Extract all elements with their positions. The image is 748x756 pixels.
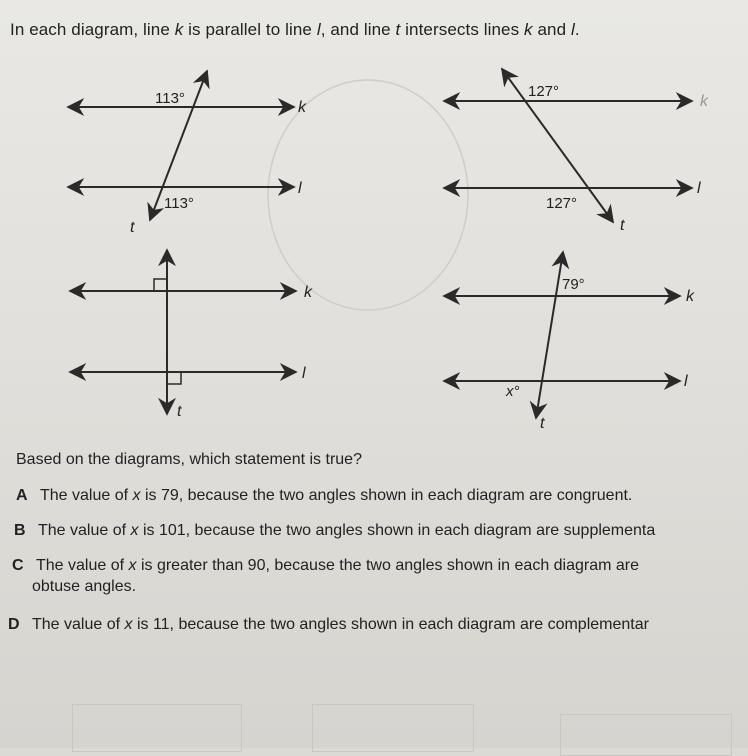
label-l: l [697, 180, 701, 197]
label-k: k [700, 93, 708, 110]
angle-label: 127° [546, 195, 578, 212]
intro-text: , and line [320, 20, 396, 39]
choice-text: The value of [38, 522, 131, 539]
label-k: k [304, 284, 312, 301]
choice-var: x [132, 487, 141, 504]
choice-text: is 79, because the two angles shown in each diagram are congruent. [140, 487, 633, 504]
intro-text: . [574, 20, 580, 39]
label-t: t [177, 403, 182, 420]
angle-label: 127° [528, 83, 560, 100]
choice-text-line2: obtuse angles. [32, 578, 137, 595]
label-t: t [130, 219, 135, 236]
choice-letter: D [8, 616, 20, 633]
label-t: t [620, 217, 625, 234]
intro-var-k: k [524, 20, 533, 39]
choice-text: The value of [36, 557, 129, 574]
choice-b[interactable] [14, 522, 655, 540]
choice-text: is greater than 90, because the two angles shown in each diagram are [136, 557, 640, 574]
choice-var: x [124, 616, 133, 633]
intro-var-l: l [570, 20, 575, 39]
intro-text: In each diagram, line [10, 20, 175, 39]
choice-letter: B [14, 522, 26, 539]
line-t [536, 252, 563, 418]
choice-c[interactable] [12, 557, 639, 596]
choice-text: The value of [40, 487, 133, 504]
right-angle-mark [167, 372, 181, 384]
choice-text: is 101, because the two angles shown in each diagram are supplementa [138, 522, 656, 539]
intro-text: and [532, 20, 571, 39]
label-k: k [298, 99, 306, 116]
intro-text: is parallel to line [183, 20, 317, 39]
intro-var-t: t [395, 20, 401, 39]
angle-label: 113° [164, 195, 194, 212]
label-t: t [540, 415, 545, 432]
diagram-3 [70, 250, 296, 414]
angle-label-x: x° [506, 383, 520, 400]
label-l: l [302, 365, 306, 382]
intro-text: intersects lines [400, 20, 525, 39]
showthrough-box [312, 704, 474, 752]
right-angle-mark [154, 279, 167, 291]
angle-label: 79° [562, 276, 585, 293]
choice-a[interactable] [16, 487, 632, 505]
showthrough-box [560, 714, 732, 756]
choice-letter: C [12, 557, 24, 574]
showthrough-box [72, 704, 242, 752]
choice-var: x [128, 557, 137, 574]
intro-var-k: k [174, 20, 184, 39]
label-k: k [686, 288, 694, 305]
angle-label: 113° [155, 90, 185, 107]
choice-var: x [130, 522, 139, 539]
choice-d[interactable] [8, 616, 649, 634]
question-text: Based on the diagrams, which statement is true? [16, 451, 362, 468]
label-l: l [298, 180, 302, 197]
choice-text: is 11, because the two angles shown in each diagram are complementar [132, 616, 649, 633]
label-l: l [684, 373, 688, 390]
intro-var-l: l [316, 20, 321, 39]
choice-text: The value of [32, 616, 125, 633]
choice-letter: A [16, 487, 28, 504]
